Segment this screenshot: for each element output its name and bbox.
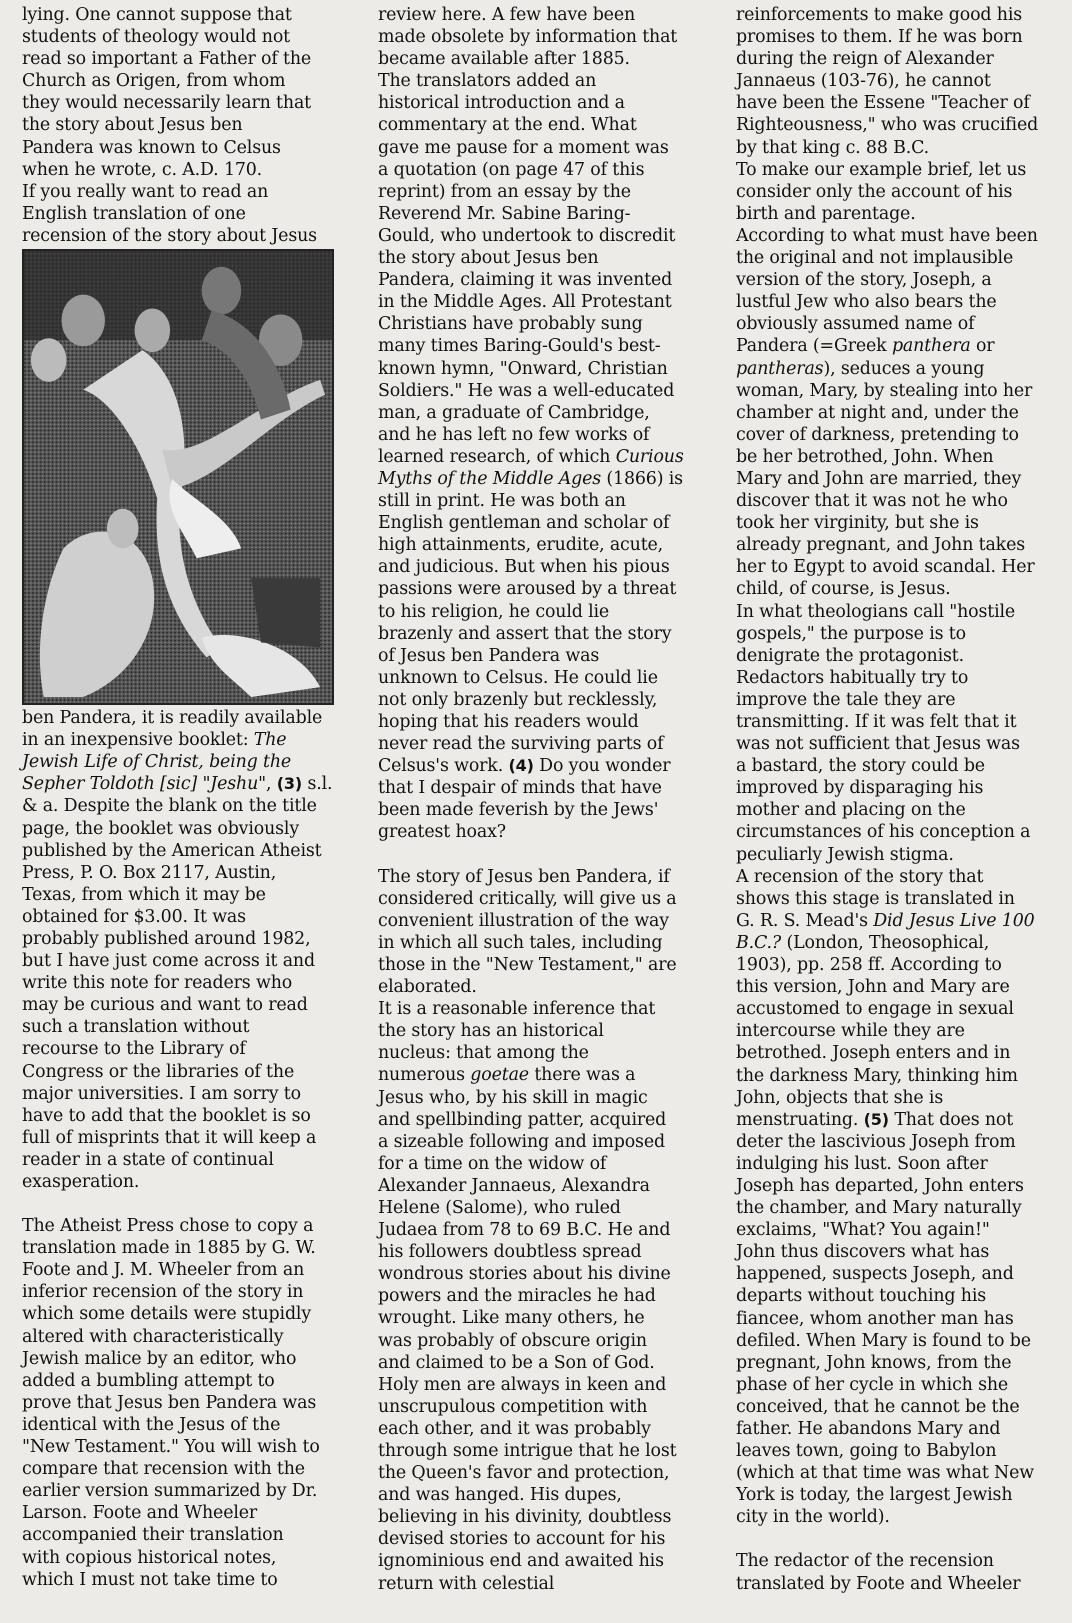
italic-term: goetae	[470, 1065, 529, 1086]
deposition-painting-image	[22, 249, 334, 705]
footnote-ref: (3)	[276, 774, 303, 794]
paragraph: review here. A few have been made obsolete by information that became available after 1885. The translators added an historical introduction and a commentary at the end. What gave me pause for a moment was a quotation (on page 47 of this reprint) from an essay by the Reverend Mr. Sabine Baring- Gould, who undertook to discredit the story about Jesus ben Pandera, claiming it was invented in the Middle Ages. All Protestant Christians have probably sung many times Baring-Gould's best- known hymn, "Onward, Christian Soldiers." He was a well-educated man, a graduate of Cambridge, and he has left no few works of learned research, of which Curious Myths of the Middle Ages (1866) is still in print. He was both an English gentleman and scholar of high attainments, erudite, acute, and judicious. But when his pious passions were aroused by a threat to his religion, he could lie brazenly and assert that the story of Jesus ben Pandera was unknown to Celsus. He could lie not only brazenly but recklessly, hoping that his readers would never read the surviving parts of Celsus's work. (4) Do you wonder that I despair of minds that have been made feverish by the Jews' greatest hoax?	[378, 5, 684, 843]
text-column-1	[22, 4, 354, 1591]
book-title: Curious Myths of the Middle Ages	[378, 446, 684, 489]
paragraph: ben Pandera, it is readily available in an inexpensive booklet: The Jewish Life of Christ, being the Sepher Toldoth [sic] "Jeshu", (3) s.l. & a. Despite the blank on the title page, the booklet was obviously published by the American Atheist Press, P. O. Box 2117, Austin, Texas, from which it may be obtained for $3.00. It was probably published around 1982, but I have just come across it and write this note for readers who may be curious and want to read such a translation without recourse to the Library of Congress or the libraries of the major universities. I am sorry to have to add that the booklet is so full of misprints that it will keep a reader in a state of continual exasperation.	[22, 708, 333, 1192]
paragraph: lying. One cannot suppose that students of theology would not read so important a Father of the Church as Origen, from whom they would necessarily learn that the story about Jesus ben Pandera was known to Celsus when he wrote, c. A.D. 170.	[22, 5, 312, 180]
book-title: Did Jesus Live 100 B.C.?	[736, 910, 1035, 953]
paragraph: To make our example brief, let us consider only the account of his birth and parentage.	[736, 159, 1027, 224]
italic-term: panthera	[891, 336, 971, 357]
paragraph: According to what must have been the original and not implausible version of the story, Joseph, a lustful Jew who also bears the obviously assumed name of Pandera (=Greek panthera or pantheras), seduces a young woman, Mary, by stealing into her chamber at night and, under the cover of darkness, pretending to be her betrothed, John. When Mary and John are married, they discover that it was not he who took her virginity, but she is already pregnant, and John takes her to Egypt to avoid scandal. Her child, of course, is Jesus.	[736, 225, 1038, 600]
booklet-title: The Jewish Life of Christ, being the Sepher Toldoth [sic] "Jeshu"	[22, 730, 292, 795]
paragraph: If you really want to read an English translation of one recension of the story about Jesus	[22, 181, 317, 246]
text-column-3	[736, 4, 1068, 1595]
footnote-ref: (4)	[508, 756, 534, 776]
paragraph: In what theologians call "hostile gospels," the purpose is to denigrate the protagonist. Redactors habitually try to improve the tale they are transmitting. If it was felt that it was not sufficient that Jesus was a bastard, the story could be improved by disparaging his mother and placing on the circumstances of his conception a peculiarly Jewish stigma.	[736, 601, 1031, 865]
paragraph: The Atheist Press chose to copy a translation made in 1885 by G. W. Foote and J. M. Wheeler from an inferior recension of the story in which some details were stupidly altered with characteristically Jewish malice by an editor, who added a bumbling attempt to prove that Jesus ben Pandera was identical with the Jesus of the "New Testament." You will wish to compare that recension with the earlier version summarized by Dr. Larson. Foote and Wheeler accompanied their translation with copious historical notes, which I must not take time to	[22, 1216, 320, 1590]
paragraph: It is a reasonable inference that the story has an historical nucleus: that among the numerous goetae there was a Jesus who, by his skill in magic and spellbinding patter, acquired a sizeable following and imposed for a time on the widow of Alexander Jannaeus, Alexandra Helene (Salome), who ruled Judaea from 78 to 69 B.C. He and his followers doubtless spread wondrous stories about his divine powers and the miracles he had wrought. Like many others, he was probably of obscure origin and claimed to be a Son of God. Holy men are always in keen and unscrupulous competition with each other, and it was probably through some intrigue that he lost the Queen's favor and protection, and was hanged. His dupes, believing in his divinity, doubtless devised stories to account for his ignominious end and awaited his return with celestial	[378, 999, 677, 1594]
italic-term: pantheras	[736, 358, 824, 379]
paragraph: The story of Jesus ben Pandera, if considered critically, will give us a convenient illustration of the way in which all such tales, including those in the "New Testament," are elaborated.	[378, 866, 677, 998]
paragraph: reinforcements to make good his promises to them. If he was born during the reign of Alexander Jannaeus (103-76), he cannot have been the Essene "Teacher of Righteousness," who was crucified by that king c. 88 B.C.	[736, 5, 1039, 158]
paragraph: The redactor of the recension translated by Foote and Wheeler	[736, 1551, 1021, 1594]
paragraph: A recension of the story that shows this stage is translated in G. R. S. Mead's Did Jesus Live 100 B.C.? (London, Theosophical, 1903), pp. 258 ff. According to this version, John and Mary are accustomed to engage in sexual intercourse while they are betrothed. Joseph enters and in the darkness Mary, thinking him John, objects that she is menstruating. (5) That does not deter the lascivious Joseph from indulging his lust. Soon after Joseph has departed, John enters the chamber, and Mary naturally exclaims, "What? You again!" John thus discovers what has happened, suspects Joseph, and departs without touching his fiancee, whom another man has defiled. When Mary is found to be pregnant, John knows, from the phase of her cycle in which she conceived, that he cannot be the father. He abandons Mary and leaves town, going to Babylon (which at that time was what New York is today, the largest Jewish city in the world).	[736, 866, 1035, 1528]
text-column-2	[378, 4, 712, 1595]
footnote-ref: (5)	[863, 1109, 889, 1129]
